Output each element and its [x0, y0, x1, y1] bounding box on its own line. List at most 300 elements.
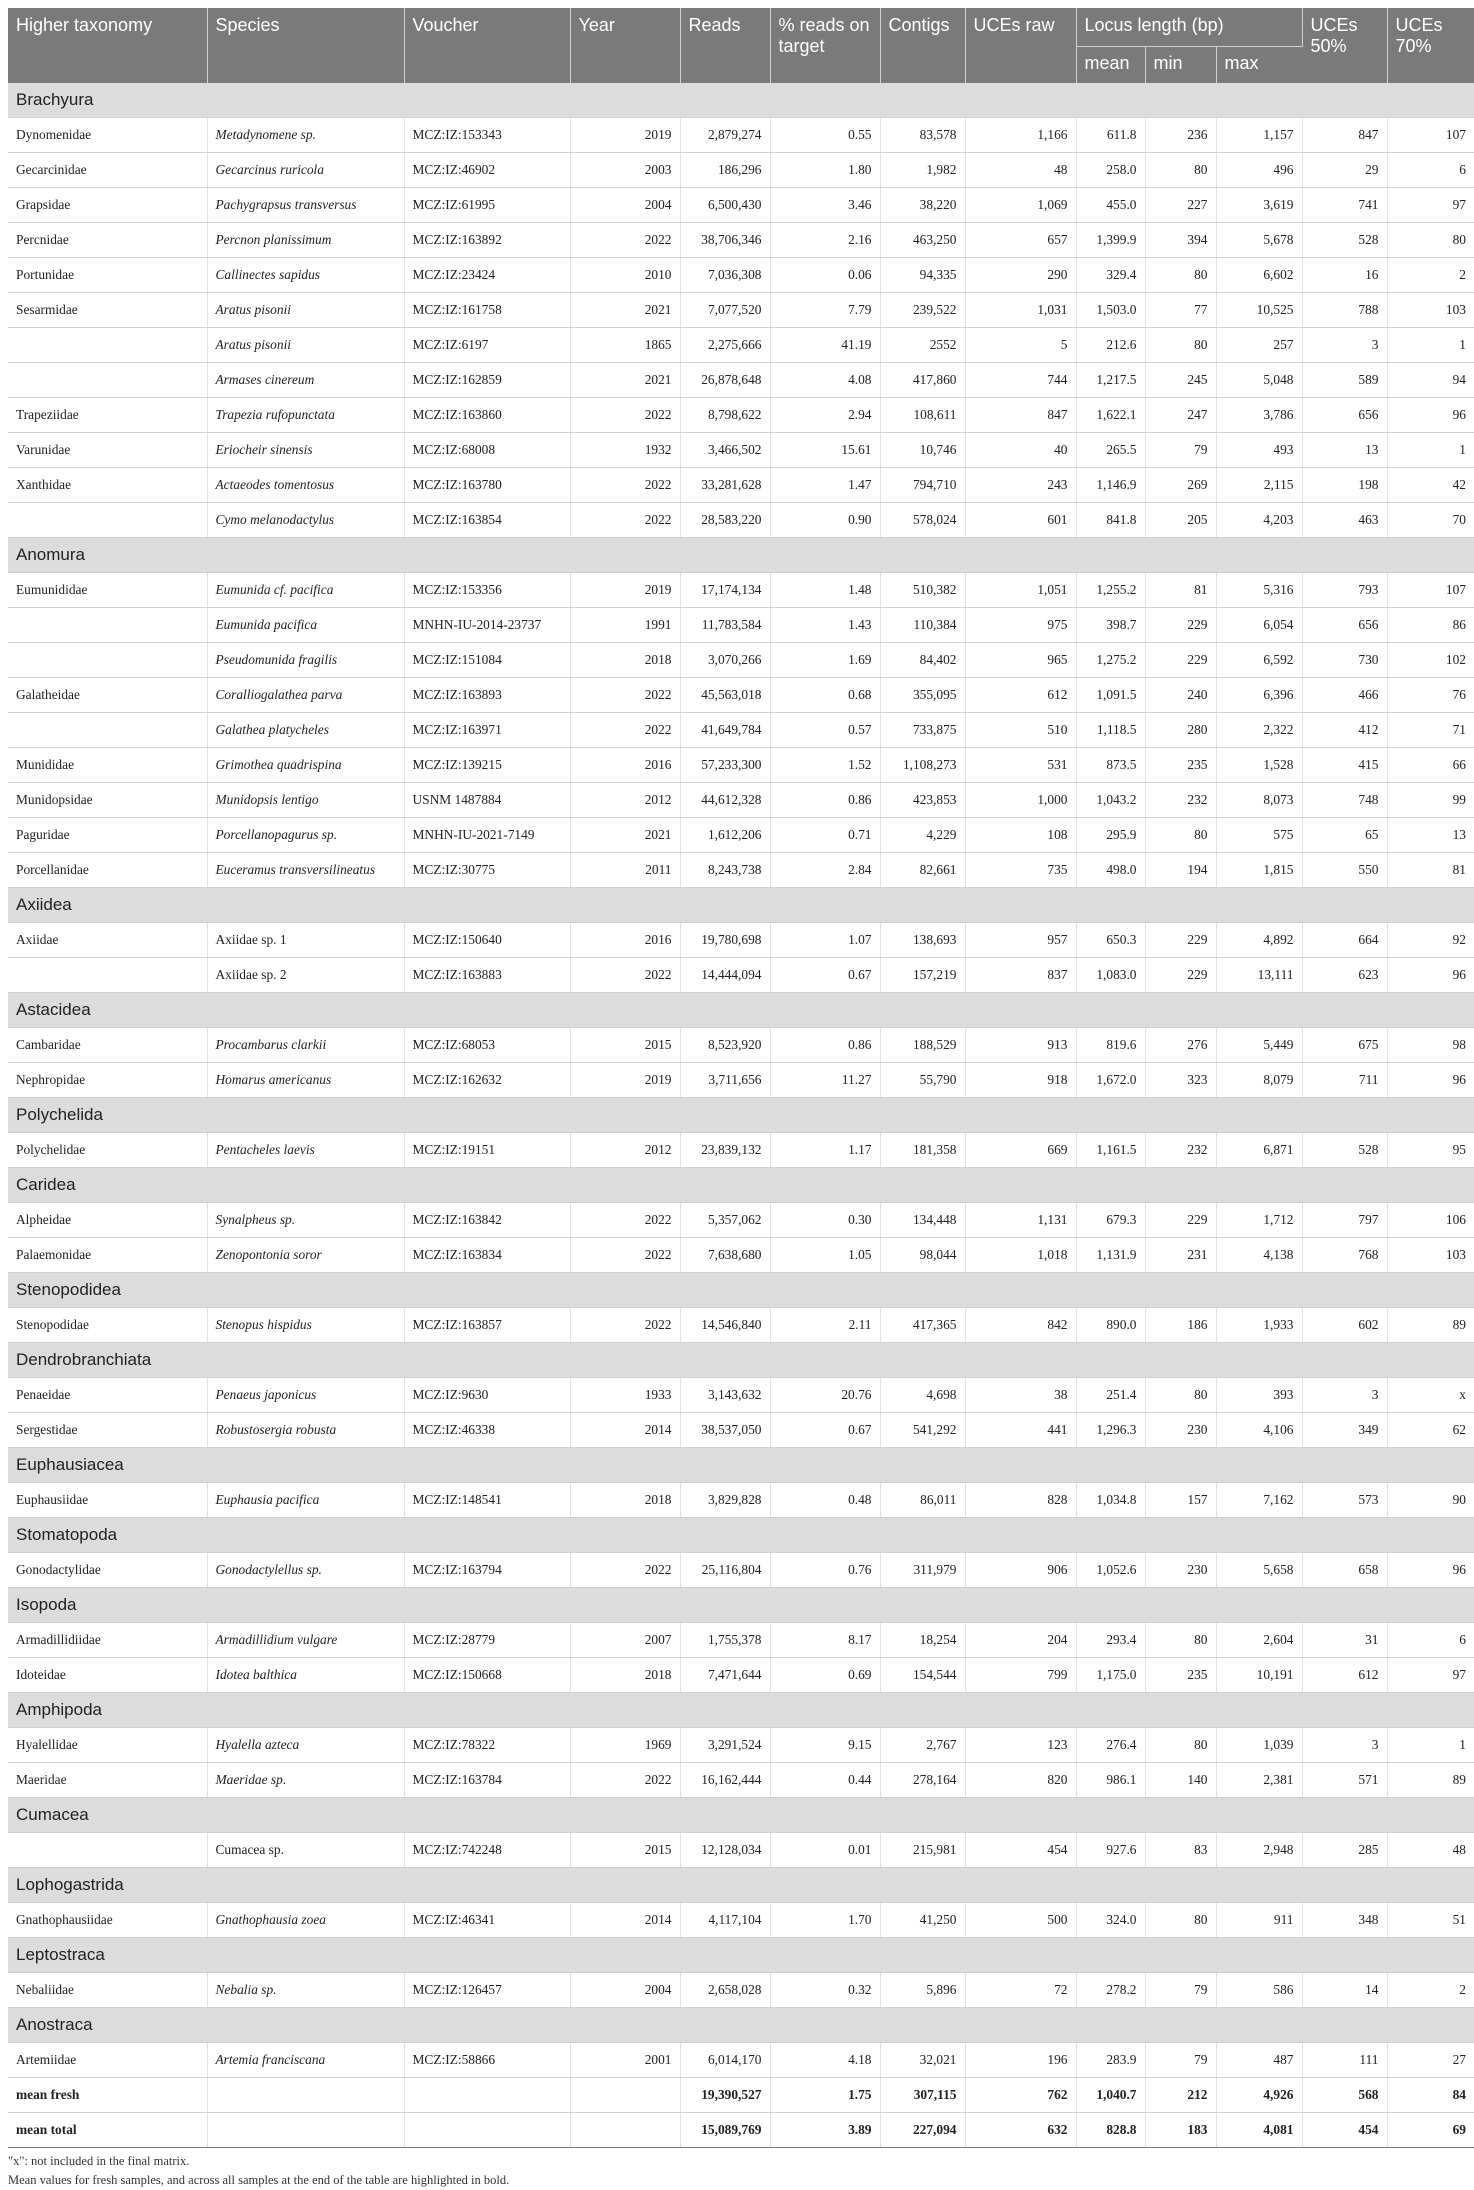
table-row [8, 1728, 1474, 1763]
cell-voucher: MCZ:IZ:163794 [404, 1553, 570, 1588]
cell-contigs: 154,544 [880, 1658, 965, 1693]
table-row [8, 1203, 1474, 1238]
cell-uces-raw: 601 [965, 503, 1076, 538]
cell-reads: 15,089,769 [680, 2113, 770, 2148]
cell-pct-reads: 0.30 [770, 1203, 880, 1238]
cell-uces-70: 69 [1387, 2113, 1474, 2148]
group-row [8, 1343, 1474, 1378]
cell-contigs: 108,611 [880, 398, 965, 433]
table-row [8, 853, 1474, 888]
cell-uces-50: 111 [1302, 2043, 1387, 2078]
cell-locus-min: 240 [1145, 678, 1216, 713]
cell-voucher: MCZ:IZ:46338 [404, 1413, 570, 1448]
cell-pct-reads: 8.17 [770, 1623, 880, 1658]
cell-locus-mean: 498.0 [1076, 853, 1145, 888]
cell-uces-raw: 531 [965, 748, 1076, 783]
group-label: Axiidea [8, 888, 1474, 923]
cell-pct-reads: 0.32 [770, 1973, 880, 2008]
cell-species: Percnon planissimum [207, 223, 404, 258]
cell-family: Nebaliidae [8, 1973, 207, 2008]
cell-uces-70: 103 [1387, 293, 1474, 328]
group-row [8, 1518, 1474, 1553]
cell-locus-min: 212 [1145, 2078, 1216, 2113]
cell-voucher: MCZ:IZ:61995 [404, 188, 570, 223]
cell-uces-50: 65 [1302, 818, 1387, 853]
cell-reads: 1,612,206 [680, 818, 770, 853]
cell-uces-50: 793 [1302, 573, 1387, 608]
group-row [8, 888, 1474, 923]
cell-family: Percnidae [8, 223, 207, 258]
cell-uces-50: 675 [1302, 1028, 1387, 1063]
cell-year: 2022 [570, 678, 680, 713]
cell-family: Varunidae [8, 433, 207, 468]
cell-species: Eriocheir sinensis [207, 433, 404, 468]
table-body [8, 83, 1474, 2148]
cell-contigs: 188,529 [880, 1028, 965, 1063]
cell-locus-max: 911 [1216, 1903, 1302, 1938]
cell-uces-70: 98 [1387, 1028, 1474, 1063]
cell-voucher: MCZ:IZ:19151 [404, 1133, 570, 1168]
cell-uces-50: 550 [1302, 853, 1387, 888]
cell-reads: 7,638,680 [680, 1238, 770, 1273]
cell-locus-mean: 1,161.5 [1076, 1133, 1145, 1168]
cell-uces-raw: 1,031 [965, 293, 1076, 328]
cell-uces-raw: 762 [965, 2078, 1076, 2113]
cell-locus-max: 2,948 [1216, 1833, 1302, 1868]
cell-voucher [404, 2113, 570, 2148]
cell-locus-min: 229 [1145, 923, 1216, 958]
cell-year: 2022 [570, 503, 680, 538]
cell-locus-max: 4,926 [1216, 2078, 1302, 2113]
group-label: Dendrobranchiata [8, 1343, 1474, 1378]
cell-locus-mean: 293.4 [1076, 1623, 1145, 1658]
cell-family: Portunidae [8, 258, 207, 293]
cell-year: 2022 [570, 398, 680, 433]
cell-contigs: 2,767 [880, 1728, 965, 1763]
cell-locus-min: 183 [1145, 2113, 1216, 2148]
cell-pct-reads: 15.61 [770, 433, 880, 468]
table-row [8, 1833, 1474, 1868]
mean-row [8, 2113, 1474, 2148]
cell-species: Penaeus japonicus [207, 1378, 404, 1413]
table-row [8, 573, 1474, 608]
cell-uces-70: 97 [1387, 1658, 1474, 1693]
cell-voucher: MCZ:IZ:150668 [404, 1658, 570, 1693]
cell-locus-mean: 1,118.5 [1076, 713, 1145, 748]
cell-species: Munidopsis lentigo [207, 783, 404, 818]
cell-locus-max: 4,203 [1216, 503, 1302, 538]
cell-uces-70: 107 [1387, 573, 1474, 608]
cell-uces-70: 92 [1387, 923, 1474, 958]
cell-uces-raw: 957 [965, 923, 1076, 958]
cell-locus-max: 6,871 [1216, 1133, 1302, 1168]
cell-reads: 28,583,220 [680, 503, 770, 538]
cell-reads: 8,523,920 [680, 1028, 770, 1063]
table-row [8, 1623, 1474, 1658]
cell-pct-reads: 4.18 [770, 2043, 880, 2078]
cell-locus-max: 5,048 [1216, 363, 1302, 398]
cell-locus-min: 229 [1145, 958, 1216, 993]
cell-uces-raw: 820 [965, 1763, 1076, 1798]
cell-uces-50: 454 [1302, 2113, 1387, 2148]
cell-uces-50: 31 [1302, 1623, 1387, 1658]
cell-uces-raw: 1,018 [965, 1238, 1076, 1273]
cell-pct-reads: 9.15 [770, 1728, 880, 1763]
cell-voucher: MCZ:IZ:153343 [404, 118, 570, 153]
cell-locus-mean: 455.0 [1076, 188, 1145, 223]
cell-locus-max: 257 [1216, 328, 1302, 363]
cell-pct-reads: 0.86 [770, 1028, 880, 1063]
cell-species: Metadynomene sp. [207, 118, 404, 153]
cell-locus-max: 2,115 [1216, 468, 1302, 503]
cell-locus-max: 5,678 [1216, 223, 1302, 258]
cell-family: Xanthidae [8, 468, 207, 503]
cell-uces-50: 623 [1302, 958, 1387, 993]
cell-locus-min: 140 [1145, 1763, 1216, 1798]
cell-locus-mean: 295.9 [1076, 818, 1145, 853]
cell-contigs: 1,982 [880, 153, 965, 188]
cell-uces-raw: 196 [965, 2043, 1076, 2078]
cell-contigs: 794,710 [880, 468, 965, 503]
cell-contigs: 4,229 [880, 818, 965, 853]
cell-contigs: 355,095 [880, 678, 965, 713]
cell-uces-70: 107 [1387, 118, 1474, 153]
cell-contigs: 417,860 [880, 363, 965, 398]
header-locus-length: Locus length (bp) [1076, 8, 1302, 47]
cell-locus-min: 229 [1145, 608, 1216, 643]
cell-uces-50: 711 [1302, 1063, 1387, 1098]
group-row [8, 1588, 1474, 1623]
cell-year: 2021 [570, 363, 680, 398]
group-row [8, 993, 1474, 1028]
cell-voucher: MCZ:IZ:6197 [404, 328, 570, 363]
cell-uces-50: 3 [1302, 1378, 1387, 1413]
cell-locus-max: 1,528 [1216, 748, 1302, 783]
cell-year: 1969 [570, 1728, 680, 1763]
cell-year: 2019 [570, 118, 680, 153]
header-uces-raw: UCEs raw [965, 8, 1076, 83]
cell-family: Nephropidae [8, 1063, 207, 1098]
cell-contigs: 94,335 [880, 258, 965, 293]
cell-locus-mean: 1,043.2 [1076, 783, 1145, 818]
group-label: Astacidea [8, 993, 1474, 1028]
group-row [8, 1448, 1474, 1483]
cell-voucher: MCZ:IZ:163857 [404, 1308, 570, 1343]
cell-reads: 8,243,738 [680, 853, 770, 888]
cell-locus-min: 229 [1145, 1203, 1216, 1238]
cell-voucher: MCZ:IZ:126457 [404, 1973, 570, 2008]
cell-locus-min: 186 [1145, 1308, 1216, 1343]
cell-locus-mean: 611.8 [1076, 118, 1145, 153]
cell-pct-reads: 41.19 [770, 328, 880, 363]
cell-uces-70: 96 [1387, 1553, 1474, 1588]
table-row [8, 188, 1474, 223]
cell-uces-70: 42 [1387, 468, 1474, 503]
cell-family: Stenopodidae [8, 1308, 207, 1343]
cell-contigs: 98,044 [880, 1238, 965, 1273]
cell-contigs: 4,698 [880, 1378, 965, 1413]
cell-voucher [404, 2078, 570, 2113]
cell-uces-raw: 1,051 [965, 573, 1076, 608]
cell-family: Hyalellidae [8, 1728, 207, 1763]
group-row [8, 1168, 1474, 1203]
cell-uces-70: 2 [1387, 1973, 1474, 2008]
cell-year [570, 2113, 680, 2148]
cell-uces-raw: 290 [965, 258, 1076, 293]
header-reads: Reads [680, 8, 770, 83]
cell-uces-raw: 799 [965, 1658, 1076, 1693]
cell-species: Coralliogalathea parva [207, 678, 404, 713]
cell-reads: 33,281,628 [680, 468, 770, 503]
cell-reads: 11,783,584 [680, 608, 770, 643]
cell-year: 1932 [570, 433, 680, 468]
cell-family: Galatheidae [8, 678, 207, 713]
cell-family: mean total [8, 2113, 207, 2148]
cell-locus-min: 80 [1145, 818, 1216, 853]
cell-uces-50: 528 [1302, 1133, 1387, 1168]
cell-family: Idoteidae [8, 1658, 207, 1693]
cell-voucher: MCZ:IZ:30775 [404, 853, 570, 888]
cell-uces-70: 51 [1387, 1903, 1474, 1938]
cell-voucher: MCZ:IZ:153356 [404, 573, 570, 608]
cell-contigs: 138,693 [880, 923, 965, 958]
note-x: "x": not included in the final matrix. [8, 2154, 190, 2168]
cell-reads: 2,879,274 [680, 118, 770, 153]
cell-locus-min: 236 [1145, 118, 1216, 153]
cell-uces-70: 86 [1387, 608, 1474, 643]
cell-uces-50: 198 [1302, 468, 1387, 503]
cell-year: 2022 [570, 713, 680, 748]
group-row [8, 83, 1474, 118]
cell-locus-mean: 986.1 [1076, 1763, 1145, 1798]
cell-locus-max: 496 [1216, 153, 1302, 188]
cell-contigs: 2552 [880, 328, 965, 363]
cell-uces-raw: 735 [965, 853, 1076, 888]
cell-year: 1933 [570, 1378, 680, 1413]
cell-pct-reads: 1.52 [770, 748, 880, 783]
cell-contigs: 134,448 [880, 1203, 965, 1238]
cell-locus-mean: 265.5 [1076, 433, 1145, 468]
cell-family [8, 643, 207, 678]
group-row [8, 1938, 1474, 1973]
cell-family: Euphausiidae [8, 1483, 207, 1518]
cell-locus-min: 227 [1145, 188, 1216, 223]
cell-family: mean fresh [8, 2078, 207, 2113]
cell-species: Actaeodes tomentosus [207, 468, 404, 503]
cell-locus-min: 235 [1145, 748, 1216, 783]
cell-uces-70: 95 [1387, 1133, 1474, 1168]
cell-locus-max: 393 [1216, 1378, 1302, 1413]
cell-uces-50: 3 [1302, 1728, 1387, 1763]
cell-uces-70: 89 [1387, 1308, 1474, 1343]
cell-pct-reads: 0.71 [770, 818, 880, 853]
cell-contigs: 18,254 [880, 1623, 965, 1658]
cell-family [8, 713, 207, 748]
cell-locus-mean: 679.3 [1076, 1203, 1145, 1238]
cell-uces-50: 612 [1302, 1658, 1387, 1693]
cell-year: 2022 [570, 958, 680, 993]
cell-voucher: MCZ:IZ:742248 [404, 1833, 570, 1868]
cell-locus-mean: 1,131.9 [1076, 1238, 1145, 1273]
cell-reads: 41,649,784 [680, 713, 770, 748]
cell-family: Armadillidiidae [8, 1623, 207, 1658]
cell-family: Trapeziidae [8, 398, 207, 433]
cell-voucher: MCZ:IZ:150640 [404, 923, 570, 958]
cell-uces-50: 528 [1302, 223, 1387, 258]
group-label: Stomatopoda [8, 1518, 1474, 1553]
cell-species: Synalpheus sp. [207, 1203, 404, 1238]
cell-contigs: 541,292 [880, 1413, 965, 1448]
cell-reads: 38,537,050 [680, 1413, 770, 1448]
cell-pct-reads: 1.17 [770, 1133, 880, 1168]
cell-year: 2018 [570, 1483, 680, 1518]
cell-voucher: MCZ:IZ:58866 [404, 2043, 570, 2078]
cell-family: Sergestidae [8, 1413, 207, 1448]
cell-voucher: MCZ:IZ:163893 [404, 678, 570, 713]
cell-uces-70: 62 [1387, 1413, 1474, 1448]
cell-uces-raw: 828 [965, 1483, 1076, 1518]
cell-locus-min: 245 [1145, 363, 1216, 398]
table-row [8, 398, 1474, 433]
cell-uces-70: 81 [1387, 853, 1474, 888]
cell-pct-reads: 1.75 [770, 2078, 880, 2113]
cell-locus-max: 4,106 [1216, 1413, 1302, 1448]
cell-year: 2012 [570, 1133, 680, 1168]
cell-family [8, 608, 207, 643]
cell-uces-50: 463 [1302, 503, 1387, 538]
cell-uces-50: 29 [1302, 153, 1387, 188]
table-row [8, 643, 1474, 678]
cell-uces-50: 571 [1302, 1763, 1387, 1798]
cell-uces-50: 741 [1302, 188, 1387, 223]
cell-year: 2001 [570, 2043, 680, 2078]
cell-reads: 14,546,840 [680, 1308, 770, 1343]
header-locus-mean: mean [1076, 47, 1145, 83]
cell-locus-min: 80 [1145, 1728, 1216, 1763]
cell-species: Gecarcinus ruricola [207, 153, 404, 188]
table-row [8, 363, 1474, 398]
cell-locus-min: 323 [1145, 1063, 1216, 1098]
cell-uces-50: 602 [1302, 1308, 1387, 1343]
cell-year: 2022 [570, 1553, 680, 1588]
cell-uces-raw: 1,131 [965, 1203, 1076, 1238]
table-header [8, 8, 1474, 83]
cell-locus-mean: 890.0 [1076, 1308, 1145, 1343]
table-row [8, 328, 1474, 363]
cell-uces-raw: 5 [965, 328, 1076, 363]
cell-voucher: MCZ:IZ:46902 [404, 153, 570, 188]
uce-statistics-table [8, 8, 1474, 2148]
cell-species: Aratus pisonii [207, 293, 404, 328]
cell-locus-max: 6,054 [1216, 608, 1302, 643]
cell-uces-raw: 510 [965, 713, 1076, 748]
cell-species: Cumacea sp. [207, 1833, 404, 1868]
header-locus-min: min [1145, 47, 1216, 83]
cell-reads: 2,275,666 [680, 328, 770, 363]
cell-uces-raw: 913 [965, 1028, 1076, 1063]
header-contigs: Contigs [880, 8, 965, 83]
cell-uces-raw: 975 [965, 608, 1076, 643]
cell-locus-mean: 283.9 [1076, 2043, 1145, 2078]
cell-species: Procambarus clarkii [207, 1028, 404, 1063]
cell-uces-50: 788 [1302, 293, 1387, 328]
cell-family: Penaeidae [8, 1378, 207, 1413]
cell-family: Gnathophausiidae [8, 1903, 207, 1938]
cell-voucher: MCZ:IZ:163834 [404, 1238, 570, 1273]
cell-year: 2007 [570, 1623, 680, 1658]
cell-species: Armases cinereum [207, 363, 404, 398]
cell-locus-min: 80 [1145, 1903, 1216, 1938]
cell-reads: 2,658,028 [680, 1973, 770, 2008]
cell-contigs: 32,021 [880, 2043, 965, 2078]
group-label: Isopoda [8, 1588, 1474, 1623]
cell-pct-reads: 0.68 [770, 678, 880, 713]
cell-pct-reads: 0.44 [770, 1763, 880, 1798]
cell-year: 2004 [570, 1973, 680, 2008]
table-row [8, 783, 1474, 818]
table-row [8, 293, 1474, 328]
cell-locus-max: 6,592 [1216, 643, 1302, 678]
cell-voucher: MCZ:IZ:151084 [404, 643, 570, 678]
group-label: Lophogastrida [8, 1868, 1474, 1903]
cell-locus-max: 4,081 [1216, 2113, 1302, 2148]
cell-voucher: MCZ:IZ:161758 [404, 293, 570, 328]
cell-contigs: 86,011 [880, 1483, 965, 1518]
cell-year: 1865 [570, 328, 680, 363]
cell-locus-max: 6,602 [1216, 258, 1302, 293]
cell-locus-min: 157 [1145, 1483, 1216, 1518]
cell-species: Armadillidium vulgare [207, 1623, 404, 1658]
cell-locus-min: 235 [1145, 1658, 1216, 1693]
cell-family [8, 958, 207, 993]
cell-reads: 4,117,104 [680, 1903, 770, 1938]
cell-contigs: 417,365 [880, 1308, 965, 1343]
cell-locus-max: 6,396 [1216, 678, 1302, 713]
cell-uces-raw: 441 [965, 1413, 1076, 1448]
cell-uces-70: 96 [1387, 958, 1474, 993]
cell-species: Stenopus hispidus [207, 1308, 404, 1343]
note-means: Mean values for fresh samples, and across all samples at the end of the table are highlighted in bold. [8, 2173, 510, 2187]
cell-locus-max: 1,039 [1216, 1728, 1302, 1763]
table-row [8, 713, 1474, 748]
cell-locus-max: 2,381 [1216, 1763, 1302, 1798]
cell-uces-70: 6 [1387, 1623, 1474, 1658]
group-label: Stenopodidea [8, 1273, 1474, 1308]
cell-locus-max: 5,316 [1216, 573, 1302, 608]
cell-locus-max: 7,162 [1216, 1483, 1302, 1518]
cell-uces-70: 84 [1387, 2078, 1474, 2113]
cell-pct-reads: 2.94 [770, 398, 880, 433]
table-row [8, 468, 1474, 503]
cell-reads: 1,755,378 [680, 1623, 770, 1658]
cell-uces-70: 70 [1387, 503, 1474, 538]
cell-locus-mean: 1,040.7 [1076, 2078, 1145, 2113]
cell-family: Axiidae [8, 923, 207, 958]
table-row [8, 1378, 1474, 1413]
cell-uces-raw: 243 [965, 468, 1076, 503]
cell-pct-reads: 2.16 [770, 223, 880, 258]
cell-pct-reads: 0.55 [770, 118, 880, 153]
cell-year: 2015 [570, 1833, 680, 1868]
cell-uces-raw: 204 [965, 1623, 1076, 1658]
cell-uces-raw: 108 [965, 818, 1076, 853]
cell-uces-50: 13 [1302, 433, 1387, 468]
cell-locus-min: 194 [1145, 853, 1216, 888]
cell-uces-raw: 965 [965, 643, 1076, 678]
header-uces-50: UCEs 50% [1302, 8, 1387, 83]
table-row [8, 1658, 1474, 1693]
cell-locus-max: 1,815 [1216, 853, 1302, 888]
